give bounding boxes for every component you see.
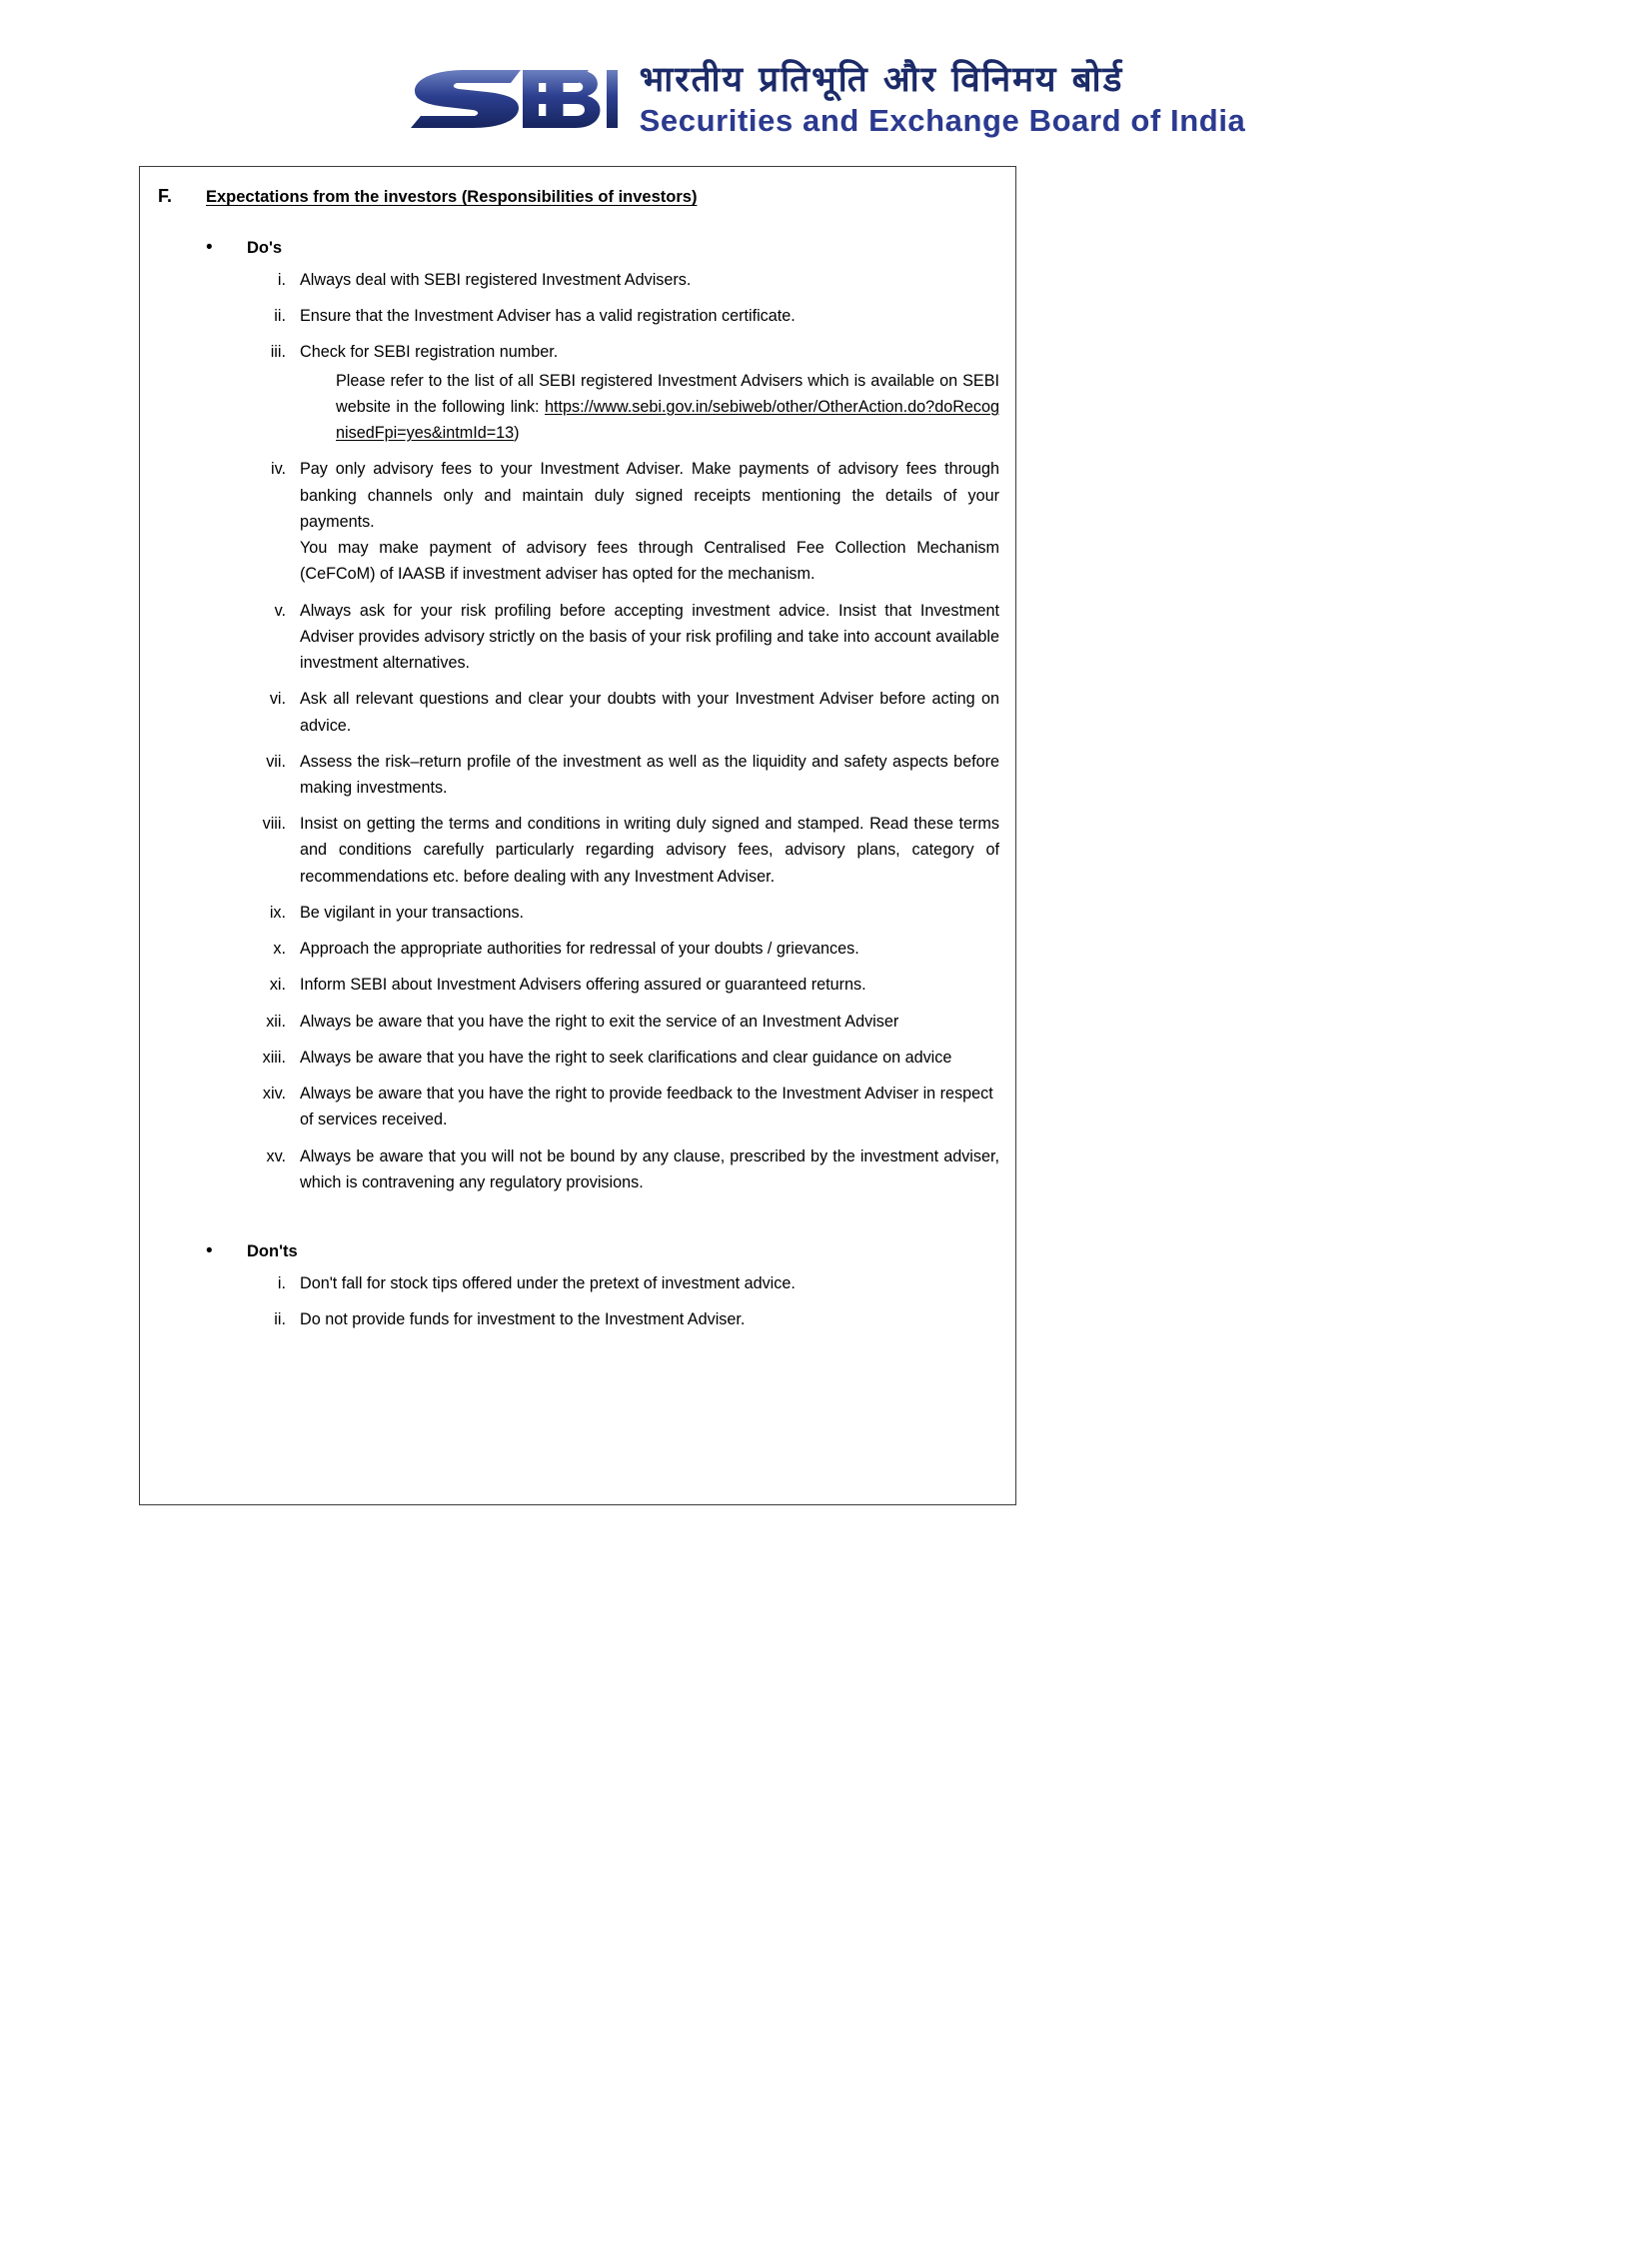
donts-bullet-row: [206, 1241, 999, 1261]
bullet-icon: •: [206, 1240, 213, 1262]
list-item: [247, 267, 999, 293]
list-item-text: Insist on getting the terms and conditions in writing duly signed and stamped. Read these terms and conditions carefully particularly regarding advisory fees, advisory plans, category of recommendations etc. before dealing with any Investment Adviser.: [300, 815, 999, 886]
dos-label: Do's: [247, 239, 283, 257]
list-item: [247, 1009, 999, 1035]
list-item-subparagraph: You may make payment of advisory fees through Centralised Fee Collection Mechanism (CeFCoM) of IAASB if investment adviser has opted for the mechanism.: [300, 539, 999, 584]
list-item-number: v.: [274, 601, 286, 620]
list-item-number: ii.: [274, 307, 286, 326]
list-item: [247, 1306, 999, 1332]
list-item: [247, 936, 999, 962]
list-item-number: ii.: [274, 1310, 286, 1329]
list-item-text: Do not provide funds for investment to the Investment Adviser.: [300, 1310, 746, 1329]
dos-bullet-row: [206, 238, 999, 258]
list-item-number: iii.: [270, 343, 286, 362]
list-item-number: xii.: [266, 1012, 286, 1031]
list-item: [247, 972, 999, 998]
dos-list: [247, 267, 999, 1195]
donts-list: [247, 1270, 999, 1332]
list-item-number: i.: [277, 1274, 286, 1293]
list-item: [247, 811, 999, 890]
sebi-emblem-icon: [407, 58, 622, 140]
list-item-text: Ensure that the Investment Adviser has a valid registration certificate.: [300, 307, 796, 326]
list-item-number: xi.: [269, 976, 286, 995]
list-item: [247, 749, 999, 801]
list-item-text: Inform SEBI about Investment Advisers offering assured or guaranteed returns.: [300, 976, 866, 995]
list-item-text: Always be aware that you will not be bound by any clause, prescribed by the investment adviser, which is contravening any regulatory provisions.: [300, 1146, 999, 1191]
document-header: [0, 58, 1652, 140]
list-item-subparagraph: [336, 368, 999, 447]
list-item-text: Always be aware that you have the right to seek clarifications and clear guidance on advice: [300, 1048, 952, 1067]
donts-label: Don'ts: [247, 1242, 298, 1261]
section-letter: F.: [158, 186, 173, 206]
list-item-number: vi.: [269, 690, 286, 709]
list-item-number: viii.: [262, 815, 286, 834]
list-item-text: Always deal with SEBI registered Investment Advisers.: [300, 271, 692, 289]
section-spacer: [158, 1195, 999, 1231]
list-item-text: Assess the risk–return profile of the investment as well as the liquidity and safety aspects before making investments.: [300, 752, 999, 797]
list-item: [247, 598, 999, 677]
list-item: [247, 1081, 999, 1132]
list-item: [247, 1045, 999, 1071]
list-item-text: Approach the appropriate authorities for redressal of your doubts / grievances.: [300, 940, 859, 959]
link-intro-text: Please refer to the list of all SEBI registered Investment Advisers which is available on SEBI website in the following link:: [336, 371, 999, 416]
sebi-hindi-title: भारतीय प्रतिभूति और विनिमय बोर्ड: [639, 59, 1124, 100]
list-item: [247, 303, 999, 329]
list-item-text: Don't fall for stock tips offered under the pretext of investment advice.: [300, 1274, 796, 1293]
list-item-number: i.: [277, 271, 286, 289]
bullet-icon: •: [206, 237, 213, 258]
list-item-text: Pay only advisory fees to your Investment Adviser. Make payments of advisory fees through banking channels only and maintain duly signed receipts mentioning the details of your payments.: [300, 460, 999, 531]
list-item-text: Be vigilant in your transactions.: [300, 903, 525, 922]
list-item-text: Always ask for your risk profiling before accepting investment advice. Insist that Investment Adviser provides advisory strictly on the basis of your risk profiling and take into account available investment alternatives.: [300, 601, 999, 673]
list-item: [247, 1143, 999, 1195]
list-item-number: xiii.: [262, 1048, 286, 1067]
list-item-number: xiv.: [262, 1085, 286, 1104]
list-item-text: Always be aware that you have the right to exit the service of an Investment Adviser: [300, 1012, 899, 1031]
sebi-registered-advisers-link[interactable]: https://www.sebi.gov.in/sebiweb/other/OtherAction.do?doRecognisedFpi=yes&intmId=13: [336, 397, 999, 443]
list-item: [247, 1270, 999, 1296]
list-item-number: iv.: [271, 460, 286, 479]
content-box: [139, 166, 1016, 1505]
list-item-text: Always be aware that you have the right to provide feedback to the Investment Adviser in respect of services received.: [300, 1085, 993, 1129]
list-item-number: ix.: [269, 903, 286, 922]
list-item-number: x.: [273, 940, 286, 959]
sebi-logo-block: [407, 58, 1246, 140]
list-item: [247, 456, 999, 587]
list-item-text: Ask all relevant questions and clear your doubts with your Investment Adviser before acting on advice.: [300, 690, 999, 735]
list-item: [247, 686, 999, 738]
link-trailing-text: ): [514, 424, 520, 443]
section-heading: [158, 186, 999, 207]
list-item: [247, 900, 999, 926]
sebi-english-title: Securities and Exchange Board of India: [639, 102, 1246, 138]
list-item-text: Check for SEBI registration number.: [300, 343, 559, 362]
list-item-number: xv.: [266, 1146, 286, 1165]
section-title: Expectations from the investors (Responsibilities of investors): [206, 188, 698, 206]
list-item-number: vii.: [266, 752, 286, 771]
list-item: [247, 339, 999, 446]
sebi-title-block: [639, 59, 1246, 138]
